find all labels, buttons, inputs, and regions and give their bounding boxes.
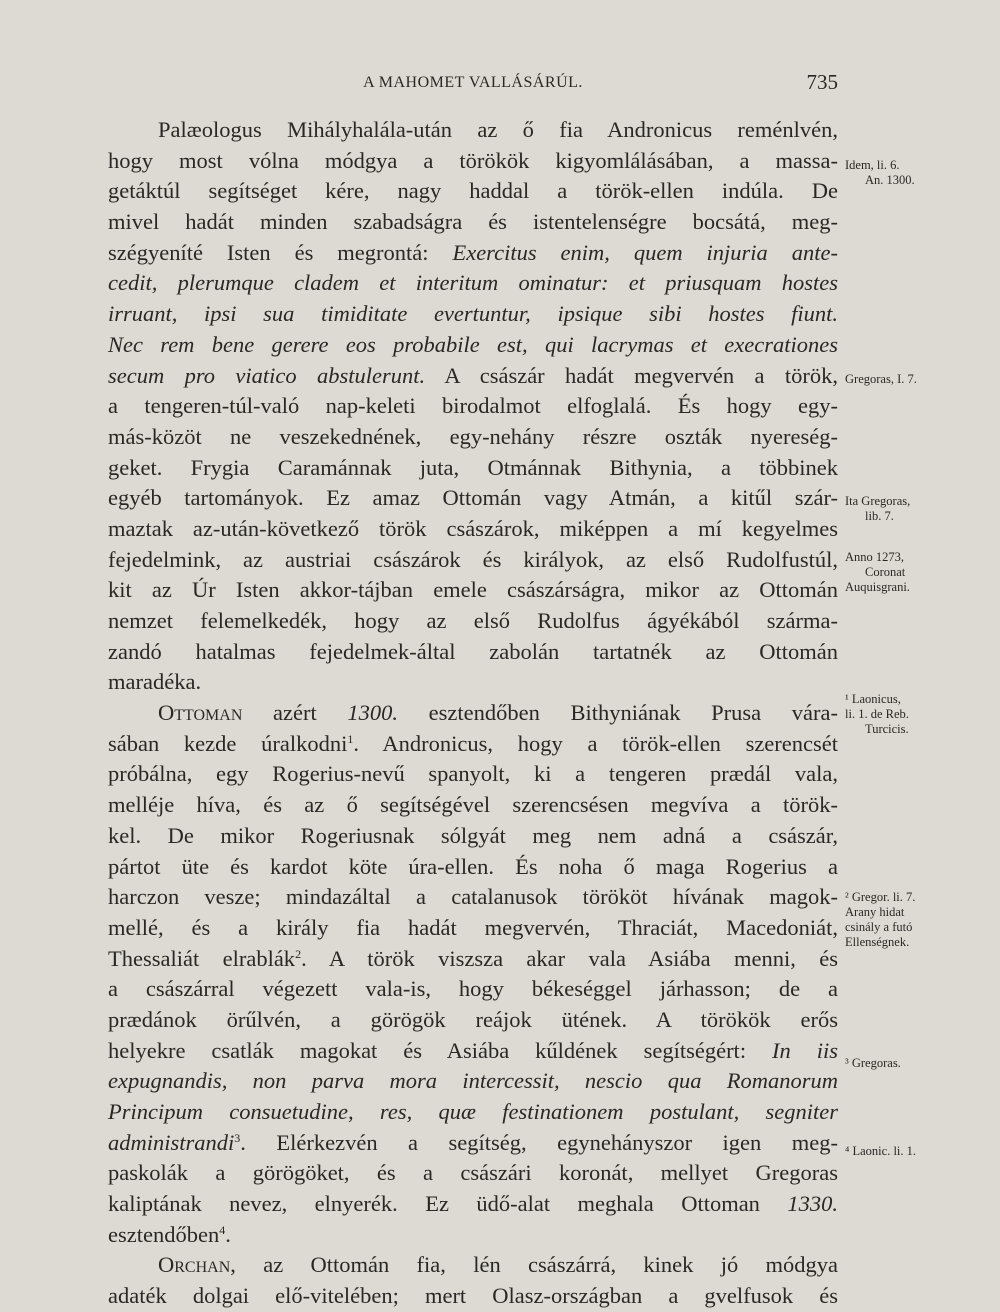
text-span: sában kezde úralkodni (108, 730, 348, 756)
note-line: Auquisgrani. (845, 580, 910, 594)
text-span: kaliptának nevez, elnyerék. Ez üdő-alat meghala Ottoman (108, 1191, 760, 1217)
text-line (108, 1036, 838, 1067)
margin-note (845, 1056, 995, 1071)
text-line: fejedelmink, az austriai császárok és királyok, az első Rudolfustúl, (108, 546, 838, 572)
text-span: Thessaliát elrablák (108, 945, 296, 971)
text-line: próbálna, egy Rogerius-nevű spanyolt, ki a tengeren prædál vala, (108, 761, 838, 787)
note-line: ¹ Laonicus, (845, 692, 901, 706)
footnote-marker: 1 (347, 731, 354, 746)
note-line: ³ Gregoras. (845, 1056, 901, 1070)
main-text (108, 115, 838, 1312)
text-span: esztendőben (108, 1221, 220, 1247)
latin-quote: In iis (772, 1037, 839, 1063)
text-span: . Elérkezvén a segítség, egynehányszor igen meg- (240, 1129, 838, 1155)
margin-note (845, 158, 995, 188)
note-line: Coronat (865, 565, 906, 579)
note-line: Gregoras, I. 7. (845, 372, 917, 386)
note-line: Ita Gregoras, (845, 494, 911, 508)
text-span: A császár hadát megvervén a török, (444, 362, 838, 388)
note-line: Turcicis. (865, 722, 909, 736)
note-line: Arany hidat (845, 905, 905, 919)
text-span: . A török viszsza akar vala Asiába menni, és (301, 945, 838, 971)
text-line: pártot üte és kardot köte úra-ellen. És noha ő maga Rogerius a (108, 853, 838, 879)
text-line (108, 1220, 838, 1251)
text-line: más-közöt ne veszekednének, egy-nehány részre oszták nyereség- (108, 423, 838, 449)
note-line: ² Gregor. li. 7. (845, 890, 916, 904)
margin-note (845, 550, 995, 595)
text-span: , az Ottomán fia, lén császárrá, kinek jó módgya (230, 1252, 838, 1278)
note-line: lib. 7. (865, 509, 894, 523)
margin-note (845, 1144, 995, 1159)
margin-note (845, 890, 995, 950)
text-line: nemzet felemelkedék, hogy az első Rudolfus ágyékából szárma- (108, 608, 838, 633)
text-line: maradéka. (108, 669, 202, 695)
margin-note (845, 372, 995, 387)
text-line: mellé, és a király fia hadát megvervén, Thraciát, Macedoniát, (108, 914, 838, 940)
latin-quote-line: cedit, plerumque cladem et interitum ominatur: et priusquam hostes (108, 270, 838, 296)
latin-quote: Exercitus enim, quem injuria ante- (452, 239, 838, 265)
note-line: Anno 1273, (845, 550, 905, 564)
text-line: harczon vesze; mindazáltal a catalanusok törököt hívának magok- (108, 884, 838, 910)
margin-note (845, 692, 995, 737)
text-span: szégyeníté Isten és megrontá: (108, 239, 429, 265)
margin-note (845, 494, 995, 524)
note-line: Idem, li. 6. (845, 158, 900, 172)
text-line: kit az Úr Isten akkor-tájban emele császárságra, mikor az Ottomán (108, 577, 838, 603)
note-line: ⁴ Laonic. li. 1. (845, 1144, 917, 1158)
text-line (108, 1250, 838, 1281)
latin-quote-line: Nec rem bene gerere eos probabile est, qui lacrymas et execrationes (108, 331, 838, 357)
text-line: geket. Frygia Caramánnak juta, Otmánnak Bithynia, a többinek (108, 454, 838, 480)
text-line: kel. De mikor Rogeriusnak sólgyát meg nem adná a császár, (108, 822, 838, 848)
footnote-marker: 2 (295, 946, 302, 961)
text-line: maztak az-után-következő török császárok, miképpen a mí kegyelmes (108, 515, 838, 541)
name-smallcaps: Orchan (158, 1252, 231, 1278)
text-span: esztendőben Bithyniának Prusa vára- (428, 700, 838, 726)
footnote-marker: 3 (234, 1130, 241, 1145)
latin-quote: secum pro viatico abstulerunt. (108, 362, 426, 388)
text-line: getáktúl segítséget kére, nagy haddal a török-ellen indúla. De (108, 178, 838, 204)
note-line: csinály a futó (845, 920, 913, 934)
latin-quote-line: expugnandis, non parva mora intercessit, nescio qua Romanorum (108, 1068, 838, 1094)
name-smallcaps: Ottoman (158, 700, 243, 726)
page-number: 735 (806, 70, 838, 94)
text-line (108, 729, 838, 760)
page-header (108, 70, 838, 100)
text-line: a császárral végezett vala-is, hogy békeséggel járhasson; de a (108, 976, 838, 1002)
note-line: li. 1. de Reb. (845, 707, 909, 721)
year: 1300. (347, 700, 399, 726)
text-span: . Andronicus, hogy a török-ellen szerencsét (353, 730, 839, 756)
latin-quote-line: Principum consuetudine, res, quæ festinationem postulant, segniter (108, 1099, 838, 1124)
note-line: An. 1300. (865, 173, 915, 187)
text-span: . (225, 1221, 231, 1247)
text-line: paskolák a görögöket, és a császári koronát, mellyet Gregoras (108, 1160, 838, 1186)
latin-quote: administrandi (108, 1129, 235, 1155)
text-line (108, 698, 838, 729)
text-line (108, 361, 838, 392)
running-head: A MAHOMET VALLÁSÁRÚL. (363, 74, 583, 91)
text-line: a tengeren-túl-való nap-keleti birodalmot elfoglalá. És hogy egy- (108, 393, 838, 419)
text-line: zandó hatalmas fejedelmek-által zabolán tartatnék az Ottomán (108, 638, 838, 664)
text-line: prædánok örűlvén, a görögök reájok ütének. A törökök erős (108, 1006, 838, 1032)
text-span: azért (273, 700, 317, 726)
latin-quote-line: irruant, ipsi sua timiditate evertuntur, ipsique sibi hostes fiunt. (108, 301, 838, 327)
text-line: melléje híva, és az ő segítségével szerencsésen megvíva a török- (108, 792, 838, 818)
footnote-marker: 4 (219, 1222, 226, 1237)
text-line (108, 944, 838, 975)
note-line: Ellenségnek. (845, 935, 910, 949)
year: 1330. (787, 1191, 839, 1217)
text-line: hogy most vólna módgya a törökök kigyomlálásában, a massa- (108, 147, 838, 173)
text-span: helyekre csatlák magokat és Asiába kűldének segítségért: (108, 1037, 747, 1063)
text-line: mivel hadát minden szabadságra és istentelenségre bocsátá, meg- (108, 209, 838, 235)
text-line: egyéb tartományok. Ez amaz Ottomán vagy Atmán, a kitűl szár- (108, 485, 838, 511)
text-line: Palæologus Mihályhalála-után az ő fia Andronicus reménlvén, (158, 117, 838, 142)
text-line (108, 1128, 838, 1159)
text-line: adaték dolgai elő-vitelében; mert Olasz-országban a gvelfusok és (108, 1283, 838, 1309)
text-line (108, 1189, 838, 1220)
text-line (108, 238, 838, 269)
